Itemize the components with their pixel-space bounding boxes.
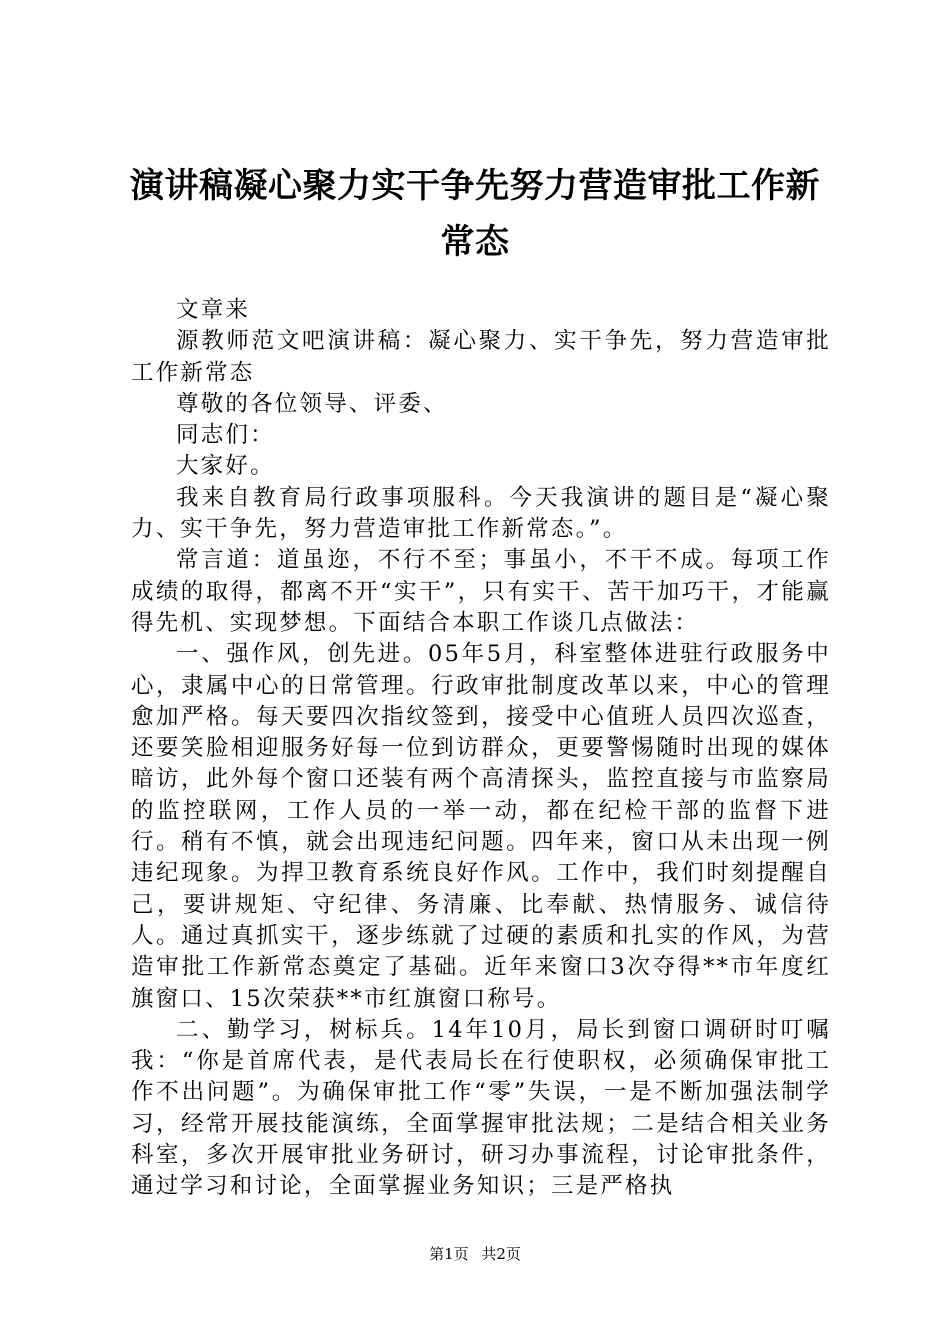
paragraph: 大家好。 <box>176 453 275 480</box>
page-total: 共2页 <box>481 1245 521 1263</box>
paragraph: 二、勤学习，树标兵。14年10月，局长到窗口调研时叮嘱我：“你是首席代表，是代表局长在行使职权，必须确保审批工作不出问题”。为确保审批工作“零”失误，一是不断加强法制学习，经常开展技能演练，全面掌握审批法规；二是结合相关业务科室，多次开展审批业务研讨，研习办事流程，讨论审批条件，通过学习和讨论，全面掌握业务知识；三是严格执 <box>131 1016 831 1200</box>
paragraph: 文章来 <box>176 297 251 323</box>
paragraph: 常言道：道虽迩，不行不至；事虽小，不干不成。每项工作成绩的取得，都离不开“实干”，只有实干、苦干加巧干，才能赢得先机、实现梦想。下面结合本职工作谈几点做法： <box>131 547 831 636</box>
paragraph: 我来自教育局行政事项服科。今天我演讲的题目是“凝心聚力、实干争先，努力营造审批工作新常态。”。 <box>131 484 831 543</box>
page-number: 第1页 <box>429 1245 469 1263</box>
paragraph: 尊敬的各位领导、评委、 <box>176 390 448 417</box>
document-title: 演讲稿凝心聚力实干争先努力营造审批工作新常态 <box>130 166 820 262</box>
paragraph: 源教师范文吧演讲稿：凝心聚力、实干争先，努力营造审批工作新常态 <box>131 328 831 386</box>
document-body <box>131 295 831 1203</box>
page-footer <box>0 1244 950 1264</box>
paragraph: 一、强作风，创先进。05年5月，科室整体进驻行政服务中心，隶属中心的日常管理。行政审批制度改革以来，中心的管理愈加严格。每天要四次指纹签到，接受中心值班人员四次巡查，还要笑脸相迎服务好每一位到访群众，更要警惕随时出现的媒体暗访，此外每个窗口还装有两个高清探头，监控直接与市监察局的监控联网，工作人员的一举一动，都在纪检干部的监督下进行。稍有不慎，就会出现违纪问题。四年来，窗口从未出现一例违纪现象。为捍卫教育系统良好作风。工作中，我们时刻提醒自己，要讲规矩、守纪律、务清廉、比奉献、热情服务、诚信待人。通过真抓实干，逐步练就了过硬的素质和扎实的作风，为营造审批工作新常态奠定了基础。近年来窗口3次夺得**市年度红旗窗口、15次荣获**市红旗窗口称号。 <box>131 641 831 1012</box>
paragraph: 同志们： <box>176 422 275 449</box>
